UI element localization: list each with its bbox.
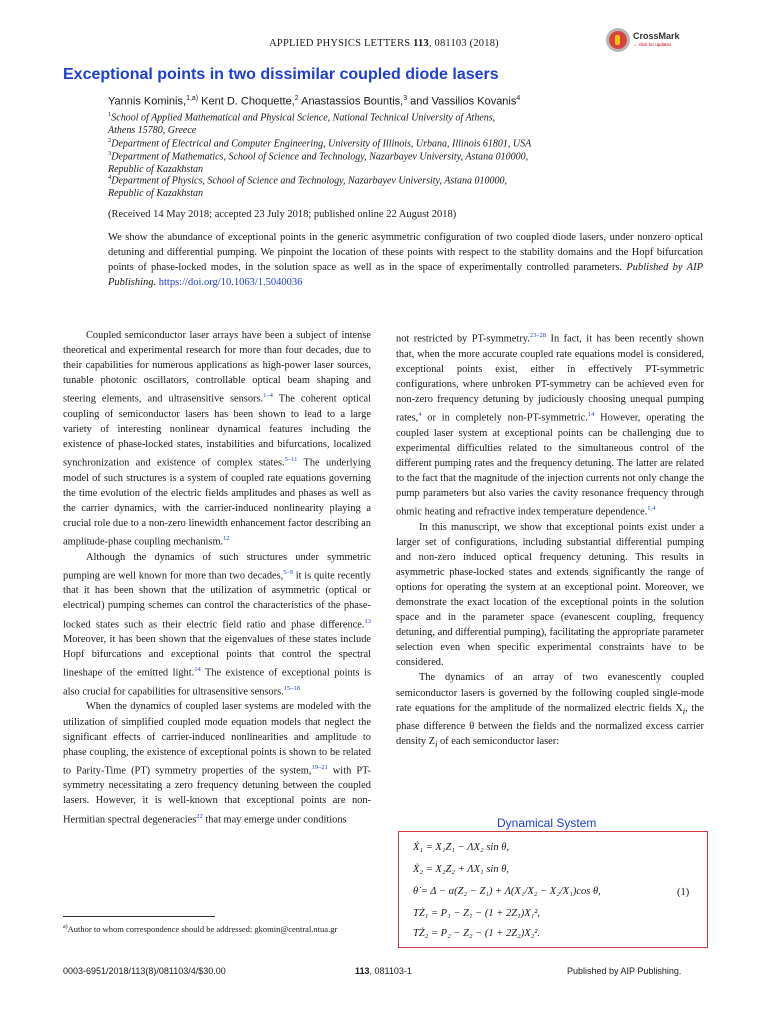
citation-link[interactable]: 15–18 — [283, 684, 300, 692]
citation-link[interactable]: 22 — [196, 812, 203, 820]
paper-title: Exceptional points in two dissimilar coupled diode lasers — [63, 66, 499, 83]
citation-link[interactable]: 1–4 — [263, 392, 273, 400]
abstract — [108, 230, 703, 290]
equation-line-3: θ̇ = Δ − α(Z₂ − Z₁) + Λ(X₁/X₂ − X₂/X₁)cos θ, — [413, 886, 601, 897]
text-span: In fact, it has been recently shown that, when the more accurate coupled rate equations model is considered, exceptional points exist, either in effectively PT-symmetric configurations, where unbroken PT-symmetry can be achieved even for non-zero frequency detuning by judiciously choosing unequal pumping rates, — [396, 333, 705, 424]
doi-link[interactable]: https://doi.org/10.1063/1.5040036 — [158, 277, 303, 288]
affiliation-4-text: Department of Physics, School of Science and Technology, Nazarbayev University, Astana 010000, — [111, 175, 508, 187]
text-span: of each semiconductor laser: — [437, 735, 560, 747]
journal-volume: 113 — [413, 38, 429, 49]
author-4-affil: 4 — [516, 95, 521, 102]
equation-annotation-label: Dynamical System — [497, 816, 597, 830]
crossmark-icon — [606, 28, 630, 52]
author-2: Kent D. Choquette, — [198, 95, 295, 108]
affiliation-2-num: 2 — [108, 137, 112, 144]
citation-link[interactable]: 1,4 — [647, 504, 656, 512]
affiliation-1-num: 1 — [108, 111, 112, 118]
received-dates: (Received 14 May 2018; accepted 23 July 2018; published online 22 August 2018) — [108, 209, 457, 220]
citation-link[interactable]: 19–21 — [311, 763, 328, 771]
text-span: that may emerge under conditions — [202, 814, 347, 826]
text-span: The dynamics of an array of two evanescently coupled semiconductor lasers is governed by the following coupled single-mode rate equations for the amplitude of the normalized electric fields X — [396, 672, 704, 714]
text-span: , the phase difference θ between the fields and the normalized excess carrier density Z — [396, 702, 705, 747]
equation-line-5: TŻ₂ = P₂ − Z₂ − (1 + 2Z₂)X₂². — [413, 928, 541, 939]
citation-link[interactable]: 5–11 — [284, 456, 298, 464]
text-span: Moreover, it has been shown that the eigenvalues of these states include Hopf bifurcations and exceptional points that control the spectral lineshape of the emitted light. — [63, 634, 371, 679]
citation-link[interactable]: 23–28 — [529, 332, 547, 339]
footer-publisher: Published by AIP Publishing. — [567, 966, 682, 976]
citation-link[interactable]: 12 — [223, 535, 230, 543]
text-span: The coherent optical coupling of semiconductor lasers has been shown to lead to a large variety of interesting nonlinear dynamical features including the existence of phase-locked states, instabilities and bifurcations, localized synchronization and existence of complex states. — [63, 393, 371, 469]
paragraph — [63, 699, 371, 827]
text-span: with PT-symmetry necessitating a zero frequency detuning between the coupled lasers. However, it is well-known that exceptional points are non-Hermitian spectral degeneracies — [63, 765, 371, 826]
paragraph — [63, 328, 371, 550]
affiliation-1-text: School of Applied Mathematical and Physical Science, National Technical University of Athens, — [111, 112, 496, 124]
paragraph: In this manuscript, we show that exceptional points exist under a larger set of configurations, including substantial differential pumping and non-zero induced optical frequency detuning. This results in asymmetric phase-locked states and extends significantly the range of options for operating the system at an exceptional point. Moreover, we demonstrate the exact location of the exceptional points in the solution space and in the parameter space (evanescent coupling, frequency detuning, and differential pumping), facilitating the appropriate parameter selection even when specific experimental constraints have to be considered. — [396, 521, 704, 669]
author-4: and Vassilios Kovanis — [407, 95, 517, 108]
affiliation-4 — [108, 172, 628, 200]
author-3: Anastassios Bountis, — [298, 95, 404, 108]
crossmark-label: CrossMark — [633, 31, 680, 41]
affiliation-1 — [108, 109, 628, 137]
journal-issue: , 081103 (2018) — [428, 38, 499, 49]
text-span: Although the dynamics of such structures under symmetric pumping are well known for more than two decades, — [63, 551, 371, 582]
footer-code: 0003-6951/2018/113(8)/081103/4/$30.00 — [63, 966, 226, 976]
citation-link[interactable]: 14 — [587, 410, 595, 418]
equation-line-4: TŻ₁ = P₁ − Z₁ − (1 + 2Z₁)X₁², — [413, 908, 541, 919]
citation-link[interactable]: 5–9 — [283, 568, 294, 576]
text-span: it is quite recently that it has been shown that the utilization of asymmetric (optical or electrical) pumping schemes can control the characteristics of the phase-locked states such as their electric field ratio and phase difference. — [63, 570, 371, 631]
text-span: The underlying model of such structures is a system of coupled rate equations governing the time evolution of the electric fields amplitudes and phases as well as the carrier dynamics, with the carrier-induced nonlinearity playing a crucial role due to a non-zero linewidth enhancement factor describing an amplitude-phase coupling mechanism. — [63, 457, 371, 548]
affiliation-3-num: 3 — [108, 150, 112, 157]
affiliation-1-cont: Athens 15780, Greece — [108, 124, 197, 136]
crossmark-badge[interactable] — [606, 26, 680, 56]
paragraph — [63, 550, 371, 700]
text-span: However, operating the coupled laser system at exceptional points can be challenging due to experimental difficulties related to the simultaneous control of the different pumping rates and the frequency detuning. The latter are related to the fact that the magnitude of the injection currents not only change the pump parameters but also varies the cavity resonance frequency through ohmic heating and refractive index temperature dependence. — [396, 412, 704, 518]
footer-volume: 113 — [355, 966, 370, 976]
crossmark-sub: ← click for updates — [633, 42, 672, 47]
affiliation-3-text: Department of Mathematics, School of Science and Technology, Nazarbayev University, Astana 010000, — [111, 151, 529, 163]
footnote-marker: a) — [63, 924, 68, 930]
body-column-left — [63, 328, 371, 827]
affiliation-2-text: Department of Electrical and Computer Engineering, University of Illinois, Urbana, Illinois 61801, USA — [111, 138, 532, 150]
equation-number: (1) — [677, 887, 690, 898]
paragraph — [396, 670, 704, 752]
author-3-affil: 3 — [403, 95, 408, 102]
text-span: When the dynamics of coupled laser systems are modeled with the utilization of simplified coupled mode equation models that neglect the significant effects of carrier-induced nonlinearities and amplitude to phase coupling, the existence of exceptional points is shown to be related to Parity-Time (PT) symmetry properties of the system, — [63, 701, 371, 777]
body-column-right — [396, 328, 704, 752]
affiliation-3-cont: Republic of Kazakhstan — [108, 163, 203, 175]
text-span: Coupled semiconductor laser arrays have been a subject of intense theoretical and experimental research for more than four decades, due to their capabilities for numerous applications as high-power laser sources, tunable photonic oscillators, controllable optical beam shaping and steering elements, and ultrasensitive sensors. — [63, 330, 371, 405]
author-1: Yannis Kominis, — [108, 95, 187, 108]
footnote-text: Author to whom correspondence should be addressed: gkomin@central.ntua.gr — [67, 923, 338, 934]
abstract-text: We show the abundance of exceptional points in the generic asymmetric configuration of two coupled diode lasers, under nonzero optical detuning and differential pumping. We pinpoint the location of these points with respect to the stability domains and the Hopf bifurcation points of phase-locked modes, in the solution space as well as in the space of experimentally controlled parameters. — [108, 232, 703, 273]
citation-link[interactable]: 4 — [418, 410, 422, 418]
text-span: or in completely non-PT-symmetric. — [421, 412, 588, 424]
subscript: i — [434, 739, 438, 749]
abstract-publisher: Published by AIP Publishing. — [108, 262, 703, 288]
paragraph — [396, 328, 704, 520]
text-span: not restricted by PT-symmetry. — [396, 333, 530, 345]
author-2-affil: 2 — [294, 95, 299, 102]
author-1-affil: 1,a) — [186, 95, 199, 102]
citation-link[interactable]: 13 — [364, 617, 371, 625]
affiliation-4-cont: Republic of Kazakhstan — [108, 187, 203, 199]
footer-page-number: , 081103-1 — [369, 966, 412, 976]
footnote-rule — [63, 916, 215, 917]
equation-line-1: Ẋ₁ = X₁Z₁ − ΛX₂ sin θ, — [413, 842, 509, 853]
text-span: The existence of exceptional points is also crucial for capabilities for ultrasensitive sensors. — [63, 667, 371, 698]
author-list — [108, 95, 520, 108]
equation-line-2: Ẋ₂ = X₂Z₂ + ΛX₁ sin θ, — [413, 864, 509, 875]
journal-name: APPLIED PHYSICS LETTERS — [269, 38, 411, 49]
affiliation-4-num: 4 — [108, 174, 112, 181]
citation-link[interactable]: 14 — [194, 666, 201, 674]
footer-page — [355, 966, 412, 976]
subscript: i — [682, 705, 686, 716]
footnote — [63, 922, 373, 935]
equation-box — [398, 831, 708, 948]
